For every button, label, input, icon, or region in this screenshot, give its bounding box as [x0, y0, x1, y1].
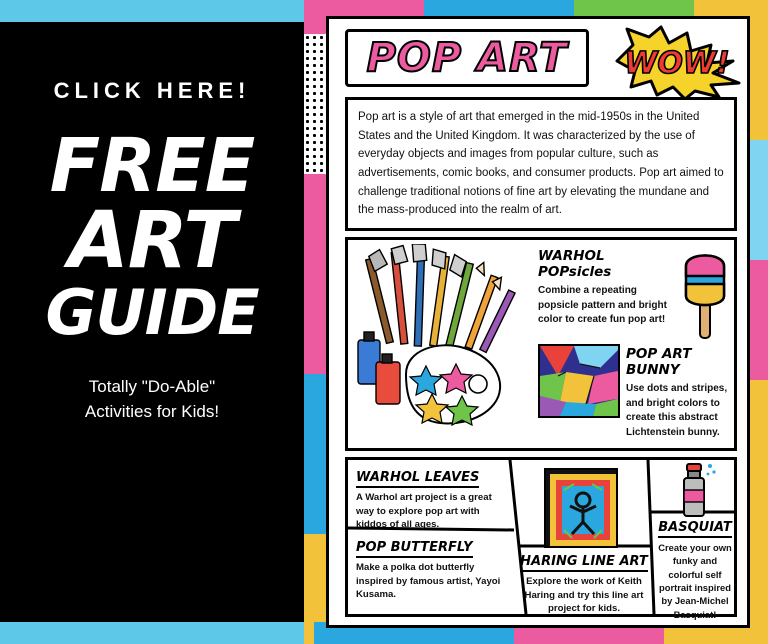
section-pop-art-bunny[interactable] — [538, 344, 736, 448]
bottom-section — [345, 457, 737, 620]
pop-butterfly-body: Make a polka dot butterfly inspired by famous artist, Yayoi Kusama. — [356, 562, 501, 601]
headline-free: FREE — [49, 123, 255, 209]
warhol-popsicles-body: Combine a repeating popsicle pattern and bright color to create fun pop art! — [538, 285, 667, 325]
haring-artwork-thumbnail — [544, 468, 618, 548]
poster-title-box — [345, 29, 589, 87]
pop-art-bunny-title: POP ART BUNNY — [626, 346, 692, 378]
left-promo-panel[interactable] — [0, 0, 304, 644]
haring-line-art-title: HARING LINE ART — [520, 554, 648, 572]
headline-art: ART — [68, 196, 236, 287]
section-warhol-popsicles[interactable] — [538, 248, 736, 340]
decor-block-pink-left — [304, 174, 326, 374]
basquiat-body: Create your own funky and colorful self portrait inspired by Jean-Michel Basquiat! — [658, 542, 732, 620]
subtitle-line-1: Totally "Do-Able" — [88, 376, 216, 396]
section-warhol-leaves[interactable] — [356, 468, 508, 532]
section-pop-butterfly[interactable] — [356, 538, 508, 602]
warhol-popsicles-title: WARHOL POPsicles — [538, 248, 612, 280]
pop-butterfly-title: POP BUTTERFLY — [356, 540, 473, 558]
decor-block-pink-bottom — [514, 628, 664, 644]
top-stripe-blue — [0, 0, 304, 22]
top-stripe-black — [0, 22, 304, 30]
click-here-label[interactable]: CLICK HERE! — [53, 78, 251, 103]
art-supplies-illustration — [352, 244, 532, 448]
middle-section — [345, 237, 737, 451]
wow-burst-icon — [613, 25, 743, 99]
poster-card — [326, 16, 750, 628]
headline-guide: GUIDE — [45, 275, 259, 349]
intro-box — [345, 97, 737, 231]
wow-text: WOW! — [624, 46, 730, 81]
intro-paragraph: Pop art is a style of art that emerged in the mid-1950s in the United States and the United Kingdom. It was characterized by the use of everyday objects and images from popular culture, such as advertisements, comic books, and consumer products. Pop art aimed to challenge traditional notions of fine art by elevating the mundane and the mass-produced into the realm of art. — [358, 111, 724, 217]
poster-panel[interactable] — [304, 0, 768, 644]
subtitle-line-2: Activities for Kids! — [84, 401, 220, 421]
page-title: POP ART — [366, 35, 568, 81]
poster-header — [339, 29, 743, 91]
spray-can-icon — [672, 462, 716, 518]
bottom-stripe-black — [0, 614, 304, 622]
basquiat-title: BASQUIAT — [658, 520, 731, 538]
haring-line-art-body: Explore the work of Keith Haring and try this line art project for kids. — [524, 576, 644, 615]
bunny-artwork-thumbnail — [538, 344, 620, 418]
bottom-stripe-blue — [0, 622, 304, 644]
popsicle-icon — [676, 244, 734, 340]
section-basquiat[interactable] — [656, 518, 734, 621]
warhol-leaves-title: WARHOL LEAVES — [356, 470, 479, 488]
pop-art-bunny-body: Use dots and stripes, and bright colors to create this abstract Lichtenstein bunny. — [626, 383, 728, 438]
section-haring-line-art[interactable] — [516, 552, 652, 616]
decor-block-blue-left — [304, 374, 326, 534]
warhol-leaves-body: A Warhol art project is a great way to explore pop art with kiddos of all ages. — [356, 492, 492, 531]
